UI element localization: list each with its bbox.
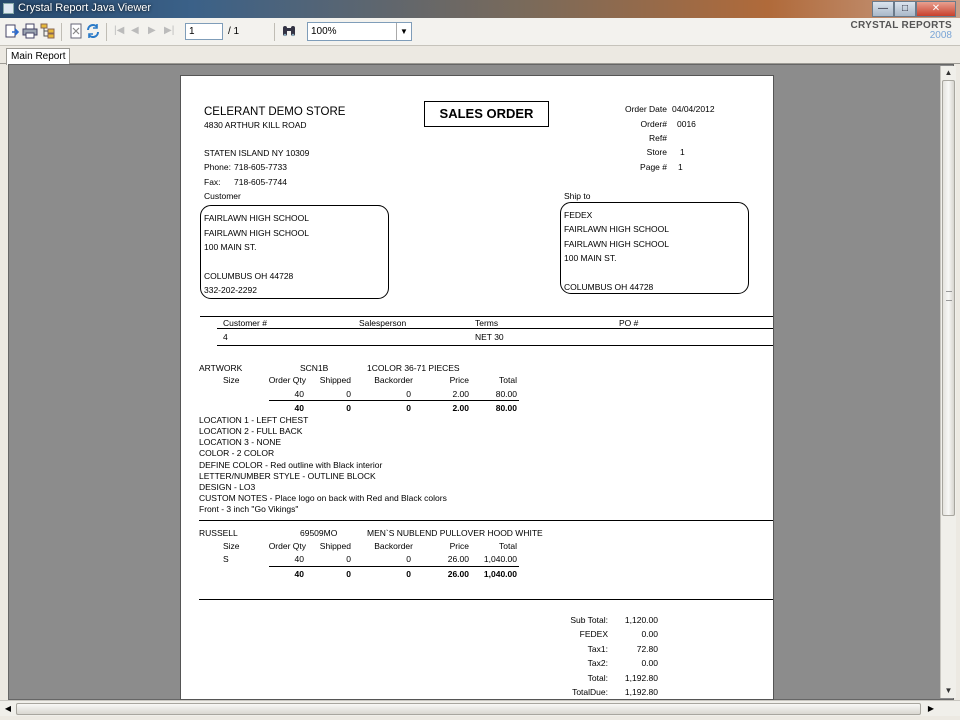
scroll-right-icon[interactable]: ▶ [927,704,935,713]
report-tab-strip [0,46,960,64]
ship-to-line: FEDEX [564,210,593,220]
page-number-input[interactable]: 1 [185,23,223,40]
refresh-icon[interactable] [85,23,101,39]
shipped-header: Shipped [319,375,351,385]
subtotal-total: 1,040.00 [483,569,517,579]
subtotal-value: 1,120.00 [624,615,658,625]
subtotal-shipped: 0 [346,403,351,413]
scroll-left-icon[interactable]: ◀ [4,704,12,713]
line-size: S [223,554,229,564]
item-note: CUSTOM NOTES - Place logo on back with Red and Black colors [199,493,447,503]
store-name: CELERANT DEMO STORE [204,106,346,118]
page-number-label: Page # [640,162,667,172]
subtotal-line [269,566,519,567]
maximize-button[interactable]: □ [894,1,916,17]
item-description: MEN`S NUBLEND PULLOVER HOOD WHITE [367,528,543,538]
item-note: DESIGN - LO3 [199,482,256,492]
horizontal-scrollbar[interactable] [0,700,960,716]
item-note: LETTER/NUMBER STYLE - OUTLINE BLOCK [199,471,376,481]
previous-page-icon[interactable]: ◀ [131,25,139,36]
item-brand: ARTWORK [199,363,243,373]
line-shipped: 0 [346,554,351,564]
shipping-value: 0.00 [641,629,658,639]
po-number-header: PO # [619,318,639,328]
total-label: Total: [587,673,608,683]
line-order-qty: 40 [294,554,304,564]
subtotal-price: 26.00 [447,569,469,579]
subtotal-order-qty: 40 [294,403,304,413]
toolbar-separator [106,23,107,41]
divider-line [199,599,774,600]
vertical-scroll-thumb[interactable] [942,80,955,516]
subtotal-shipped: 0 [346,569,351,579]
item-description: 1COLOR 36-71 PIECES [367,363,460,373]
report-page [180,75,774,700]
minimize-button[interactable]: — [872,1,894,17]
line-order-qty: 40 [294,389,304,399]
window-controls [872,1,956,17]
last-page-icon[interactable]: ▶| [164,25,175,36]
backorder-header: Backorder [374,541,413,551]
customer-line: 100 MAIN ST. [204,242,257,252]
scroll-down-icon[interactable]: ▼ [944,686,953,695]
item-note: COLOR - 2 COLOR [199,448,275,458]
item-brand: RUSSELL [199,528,238,538]
subtotal-price: 2.00 [452,403,469,413]
shipped-header: Shipped [319,541,351,551]
customer-number-header: Customer # [223,318,267,328]
viewer-toolbar [0,18,960,46]
price-header: Price [449,541,469,551]
size-header: Size [223,375,240,385]
tax2-value: 0.00 [641,658,658,668]
customer-number-value: 4 [223,332,228,342]
item-note: Front - 3 inch "Go Vikings" [199,504,299,514]
store-fax: 718-605-7744 [234,177,287,187]
order-number-label: Order# [640,119,667,129]
toolbar-separator [61,23,62,41]
divider-line [200,316,774,317]
price-header: Price [449,375,469,385]
zoom-select[interactable] [307,22,412,41]
total-due-label: TotalDue: [572,687,608,697]
line-total: 80.00 [495,389,517,399]
java-app-icon [3,3,14,14]
brand-year: 2008 [929,30,952,41]
total-header: Total [499,375,517,385]
total-value: 1,192.80 [624,673,658,683]
shipping-label: FEDEX [579,629,608,639]
order-date-label: Order Date [624,104,667,114]
chevron-down-icon[interactable]: ▼ [396,23,411,40]
store-number-value: 1 [680,147,685,157]
item-note: LOCATION 2 - FULL BACK [199,426,303,436]
page-number-value: 1 [678,162,683,172]
order-qty-header: Order Qty [268,541,306,551]
customer-line: FAIRLAWN HIGH SCHOOL [204,213,310,223]
print-icon[interactable] [22,23,38,39]
group-tree-icon[interactable] [40,23,56,39]
terms-header: Terms [475,318,499,328]
crystal-reports-logo [850,21,952,41]
line-total: 1,040.00 [483,554,517,564]
scroll-up-icon[interactable]: ▲ [944,68,953,77]
item-note: DEFINE COLOR - Red outline with Black interior [199,460,383,470]
total-header: Total [499,541,517,551]
order-number-value: 0016 [677,119,696,129]
divider-line [217,328,774,329]
item-note: LOCATION 1 - LEFT CHEST [199,415,309,425]
ref-label: Ref# [649,133,667,143]
tax2-label: Tax2: [587,658,608,668]
line-backorder: 0 [406,554,411,564]
customer-label: Customer [204,191,241,201]
toolbar-separator [274,23,275,41]
line-shipped: 0 [346,389,351,399]
total-due-value: 1,192.80 [624,687,658,697]
ship-to-line: FAIRLAWN HIGH SCHOOL [564,239,670,249]
ship-to-line: 100 MAIN ST. [564,253,617,263]
divider-line [217,345,774,346]
export-icon[interactable] [4,23,20,39]
tax1-value: 72.80 [636,644,658,654]
order-date-value: 04/04/2012 [672,104,715,114]
window-title: Crystal Report Java Viewer [18,2,152,14]
item-code: 69509MO [300,528,338,538]
ship-to-label: Ship to [564,191,591,201]
store-phone-label: Phone: [204,162,231,172]
size-header: Size [223,541,240,551]
store-number-label: Store [646,147,667,157]
terms-value: NET 30 [475,332,504,342]
subtotal-total: 80.00 [495,403,517,413]
line-price: 2.00 [452,389,469,399]
first-page-icon[interactable]: |◀ [114,25,125,36]
next-page-icon[interactable]: ▶ [148,25,156,36]
brand-name: CRYSTAL REPORTS [850,20,952,31]
customer-line: COLUMBUS OH 44728 [204,271,294,281]
ship-to-line: FAIRLAWN HIGH SCHOOL [564,224,670,234]
page-total: / 1 [228,26,240,37]
line-backorder: 0 [406,389,411,399]
salesperson-header: Salesperson [359,318,407,328]
subtotal-backorder: 0 [406,569,411,579]
vertical-scrollbar[interactable] [940,66,956,698]
store-address: 4830 ARTHUR KILL ROAD [204,120,307,130]
order-qty-header: Order Qty [268,375,306,385]
divider-line [199,520,774,521]
store-city: STATEN ISLAND NY 10309 [204,148,310,158]
ship-to-line: COLUMBUS OH 44728 [564,282,654,292]
subtotal-line [269,400,519,401]
tax1-label: Tax1: [587,644,608,654]
item-code: SCN1B [300,363,329,373]
subtotal-label: Sub Total: [570,615,608,625]
horizontal-scroll-thumb[interactable] [16,703,921,715]
subtotal-backorder: 0 [406,403,411,413]
report-title: SALES ORDER [424,101,549,127]
customer-phone: 332-202-2292 [204,285,257,295]
store-fax-label: Fax: [204,177,221,187]
close-button[interactable]: ✕ [916,1,956,17]
zoom-value: 100% [311,26,337,37]
store-phone: 718-605-7733 [234,162,287,172]
customer-line: FAIRLAWN HIGH SCHOOL [204,228,310,238]
subtotal-order-qty: 40 [294,569,304,579]
window-title-bar [0,0,960,18]
binoculars-search-icon[interactable] [281,23,297,39]
close-view-icon[interactable] [68,23,84,39]
tab-main-report[interactable]: Main Report [6,48,70,65]
backorder-header: Backorder [374,375,413,385]
item-note: LOCATION 3 - NONE [199,437,282,447]
line-price: 26.00 [447,554,469,564]
